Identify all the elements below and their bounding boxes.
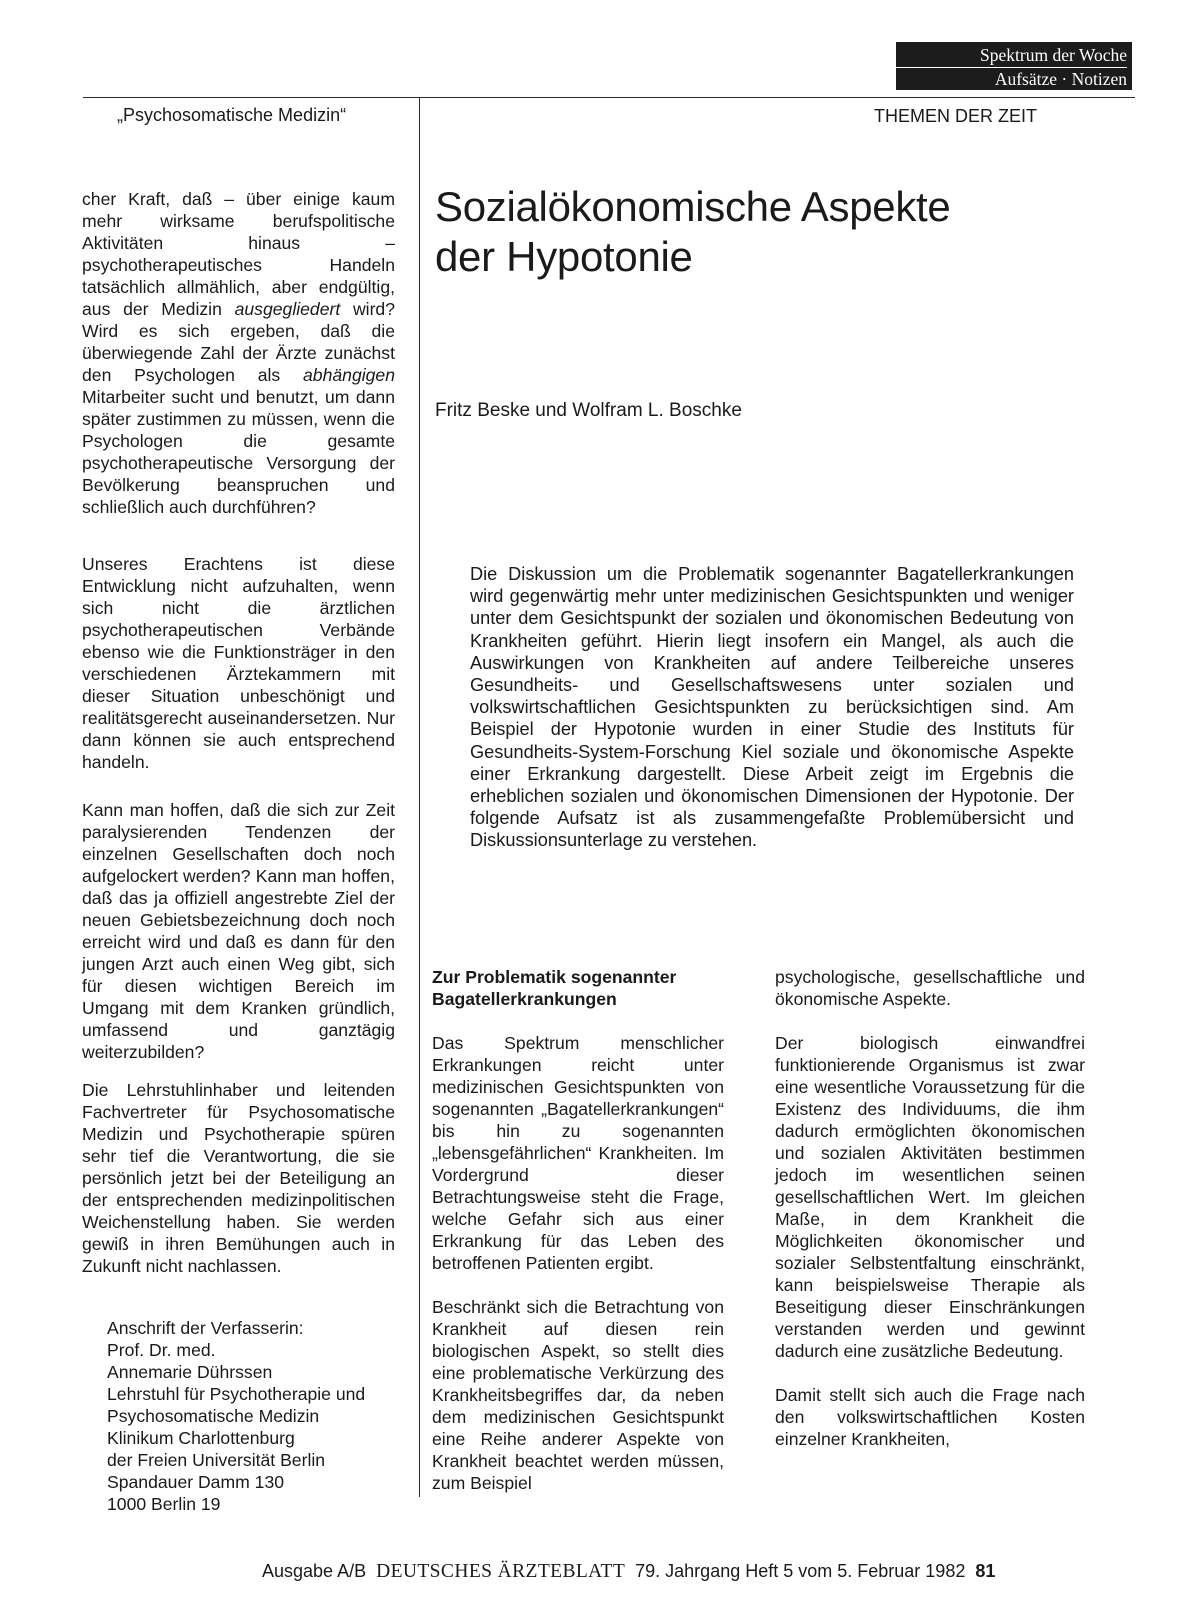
middle-paragraph-2: Beschränkt sich die Betrachtung von Krankheit auf diesen rein biologischen Aspekt, so stellt dies eine problematische Verkürzung des Krankheitsbegriffes dar, da neben dem medizinischen Gesichtspunkt eine Reihe anderer Aspekte von Krankheit beachtet werden müssen, zum Beispiel: [432, 1297, 724, 1493]
article-title: Sozialökonomische Aspekte der Hypotonie: [435, 183, 951, 280]
article-authors: Fritz Beske und Wolfram L. Boschke: [435, 400, 742, 421]
header-rule: [83, 97, 1135, 98]
address-line: Prof. Dr. med.: [107, 1340, 216, 1360]
right-paragraph-3: Damit stellt sich auch die Frage nach den volkswirtschaftlichen Kosten einzelner Krankheiten,: [775, 1385, 1085, 1449]
article-abstract: Die Diskussion um die Problematik sogenannter Bagatellerkrankungen wird gegenwärtig mehr unter medizinischen Gesichtspunkten und weniger unter dem Gesichtspunkt der sozialen und ökonomischen Bedeutung von Krankheiten geführt. Hierin liegt insofern ein Mangel, als auch die Auswirkungen von Krankheiten auf andere Teilbereiche unseres Gesundheits- und Gesellschaftswesens unter sozialen und volkswirtschaftlichen Gesichtspunkten zu berücksichtigen sind. Am Beispiel der Hypotonie wurden in einer Studie des Instituts für Gesundheits-System-Forschung Kiel soziale und ökonomische Aspekte einer Erkrankung dargestellt. Diese Arbeit zeigt im Ergebnis die erheblichen sozialen und ökonomischen Dimensionen der Hypotonie. Der folgende Aufsatz ist als zusammengefaßte Problemübersicht und Diskussionsunterlage zu verstehen.: [470, 564, 1074, 851]
emphasis-abhaengigen: abhängigen: [303, 365, 395, 385]
page-number: 81: [975, 1561, 996, 1581]
right-running-head: THEMEN DER ZEIT: [874, 106, 1038, 126]
address-line: Lehrstuhl für Psychotherapie und: [107, 1384, 366, 1404]
section-subheading: Zur Problematik sogenannter Bagatellerkrankungen: [432, 967, 677, 1009]
address-line: Spandauer Damm 130: [107, 1472, 285, 1492]
middle-paragraph-1: Das Spektrum menschlicher Erkrankungen reicht unter medizinischen Gesichtspunkten von sogenannten „Bagatellerkrankungen“ bis hin zu sogenannten „lebensgefährlichen“ Krankheiten. Im Vordergrund dieser Betrachtungsweise steht die Frage, welche Gefahr sich aus einer Erkrankung für das Leben des betroffenen Patienten ergibt.: [432, 1033, 724, 1273]
footer-journal: DEUTSCHES ÄRZTEBLATT: [376, 1561, 626, 1582]
address-line: der Freien Universität Berlin: [107, 1450, 326, 1470]
right-column: [775, 966, 1085, 1450]
left-paragraph-4: Die Lehrstuhlinhaber und leitenden Fachvertreter für Psychosomatische Medizin und Psychotherapie spüren sehr tief die Verantwortung, die sie persönlich jetzt bei der Beteiligung an der entsprechenden medizinpolitischen Weichenstellung haben. Sie werden gewiß in ihren Bemühungen auch in Zukunft nicht nachlassen.: [82, 1080, 395, 1276]
badge-line-2: Aufsätze · Notizen: [896, 67, 1127, 90]
left-paragraph-2: Unseres Erachtens ist diese Entwicklung nicht aufzuhalten, wenn sich nicht die ärztlichen psychotherapeutischen Verbände ebenso wie die Funktionsträger in den verschiedenen Ärztekammern mit dieser Situation unbeschönigt und realitätsgerecht auseinandersetzen. Nur dann können sie auch entsprechend handeln.: [82, 554, 395, 772]
emphasis-ausgegliedert: ausgegliedert: [234, 299, 341, 319]
right-paragraph-2: Der biologisch einwandfrei funktionierende Organismus ist zwar eine wesentliche Voraussetzung für die Existenz des Individuums, die ihm dadurch ermöglichten ökonomischen und sozialen Aktivitäten bestimmen jedoch im wesentlichen seinen gesellschaftlichen Wert. Im gleichen Maße, in dem Krankheit die Möglichkeiten ökonomischer und sozialer Selbstentfaltung einschränkt, kann beispielsweise Therapie als Beseitigung dieser Einschränkungen verstanden werden und gewinnt dadurch eine zusätzliche Bedeutung.: [775, 1033, 1085, 1361]
address-line: Psychosomatische Medizin: [107, 1406, 320, 1426]
left-running-head: „Psychosomatische Medizin“: [117, 105, 347, 125]
address-line: Klinikum Charlottenburg: [107, 1428, 295, 1448]
left-paragraph-1: cher Kraft, daß – über einige kaum mehr wirksame berufspolitische Aktivitäten hinaus – psychotherapeutisches Handeln tatsächlich allmählich, aber endgültig, aus der Medizin ausgegliedert wird? Wird es sich ergeben, daß die überwiegende Zahl der Ärzte zunächst den Psychologen als abhängigen Mitarbeiter sucht und benutzt, um dann später zustimmen zu müssen, wenn die Psychologen die gesamte psychotherapeutische Versorgung der Bevölkerung beanspruchen und schließlich auch durchführen?: [82, 189, 395, 517]
middle-column: [432, 966, 724, 1494]
left-column: [82, 188, 395, 1277]
right-paragraph-1: psychologische, gesellschaftliche und ökonomische Aspekte.: [775, 967, 1085, 1009]
left-paragraph-3: Kann man hoffen, daß die sich zur Zeit paralysierenden Tendenzen der einzelnen Gesellschaften doch noch aufgelockert werden? Kann man hoffen, daß das ja offiziell angestrebte Ziel der neuen Gebietsbezeichnung doch noch erreicht wird und daß es dann für den jungen Arzt auch einen Weg gibt, sich für diesen wichtigen Bereich im Umgang mit dem Kranken gründlich, umfassend und ganztägig weiterzubilden?: [82, 800, 395, 1062]
page-footer: [262, 1560, 995, 1583]
column-rule: [419, 97, 420, 1497]
address-line: 1000 Berlin 19: [107, 1494, 221, 1514]
footer-edition: Ausgabe A/B: [262, 1561, 367, 1581]
author-address: [107, 1317, 417, 1515]
badge-line-1: Spektrum der Woche: [980, 45, 1127, 65]
address-line: Annemarie Dührssen: [107, 1362, 273, 1382]
section-badge: [896, 42, 1132, 90]
footer-issue: 79. Jahrgang Heft 5 vom 5. Februar 1982: [635, 1561, 966, 1581]
address-label: Anschrift der Verfasserin:: [107, 1318, 304, 1338]
